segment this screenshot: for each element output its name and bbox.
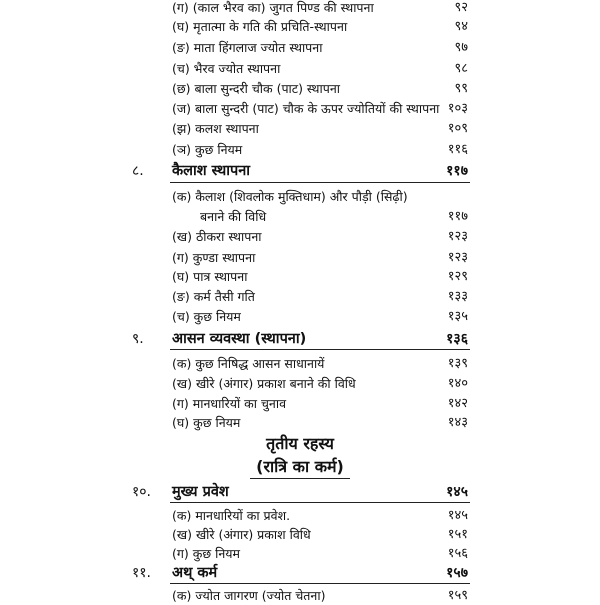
chapter-title: अथ् कर्म	[172, 565, 218, 581]
section-subtitle	[0, 457, 600, 479]
chapter-underline	[170, 502, 470, 503]
toc-row	[0, 354, 600, 373]
toc-entry-page: ११७	[446, 163, 468, 179]
toc-entry-page: १३५	[447, 309, 468, 324]
chapter-number: ११.	[132, 565, 152, 581]
chapter-title: आसन व्यवस्था (स्थापना)	[172, 331, 307, 347]
toc-row	[0, 248, 600, 267]
toc-entry-text: (क) मानधारियों का प्रवेश.	[172, 508, 291, 523]
toc-row	[0, 79, 600, 98]
toc-entry-text: (च) भैरव ज्योत स्थापना	[172, 61, 281, 76]
toc-row	[0, 413, 600, 432]
toc-row	[0, 267, 600, 286]
toc-entry-page: १०३	[447, 101, 468, 116]
toc-entry-text: (झ) कलश स्थापना	[172, 121, 259, 136]
toc-row	[0, 544, 600, 563]
toc-entry-text: (ङ) माता हिंगलाज ज्योत स्थापना	[172, 40, 323, 55]
toc-entry-text: (ग) (काल भैरव का) जुगत पिण्ड की स्थापना	[172, 0, 374, 15]
toc-entry-page: १४०	[447, 376, 468, 391]
toc-entry-page: १४५	[447, 508, 468, 523]
toc-entry-text: (ख) खीरे (अंगार) प्रकाश विधि	[172, 527, 311, 542]
chapter-underline	[170, 182, 470, 183]
section-subtitle-text: (रात्रि का कर्म)	[250, 457, 350, 479]
toc-row	[0, 99, 600, 118]
toc-entry-text: (ङ) कर्म तैसी गति	[172, 289, 255, 304]
chapter-underline	[170, 349, 470, 350]
toc-entry-page: १२९	[447, 269, 468, 284]
toc-entry-page: १५६	[447, 546, 468, 561]
toc-entry-text: (ज) बाला सुन्दरी (पाट) चौक के ऊपर ज्योतियों की स्थापना	[172, 101, 440, 116]
toc-entry-page: १२३	[447, 229, 468, 244]
toc-entry-text: (ग) कुछ नियम	[172, 546, 241, 561]
toc-entry-page: १५१	[447, 527, 468, 542]
toc-row	[0, 586, 600, 605]
chapter-title: मुख्य प्रवेश	[172, 484, 229, 500]
toc-entry-page: १४३	[447, 415, 468, 430]
toc-chapter-row	[0, 162, 600, 181]
toc-entry-page: १४२	[447, 396, 468, 411]
toc-entry-text: (क) कुछ निषिद्ध आसन साधानायें	[172, 356, 325, 371]
toc-chapter-row	[0, 483, 600, 502]
toc-entry-page: ९७	[454, 40, 468, 55]
toc-row	[0, 506, 600, 525]
section-title-text: तृतीय रहस्य	[266, 434, 334, 453]
toc-entry-page: १४५	[446, 484, 468, 500]
chapter-number: १०.	[132, 484, 152, 500]
toc-row	[0, 394, 600, 413]
chapter-number: ९.	[132, 331, 144, 347]
toc-entry-text: (घ) मृतात्मा के गति की प्रचिति-स्थापना	[172, 19, 348, 34]
toc-entry-page: १३९	[447, 356, 468, 371]
toc-chapter-row	[0, 564, 600, 583]
toc-row	[0, 307, 600, 326]
toc-entry-page: १५९	[447, 588, 468, 603]
toc-entry-text: (ग) कुण्डा स्थापना	[172, 250, 256, 265]
chapter-underline	[170, 583, 470, 584]
toc-row	[0, 59, 600, 78]
toc-row	[0, 287, 600, 306]
toc-entry-text: (ख) खीरे (अंगार) प्रकाश बनाने की विधि	[172, 376, 356, 391]
toc-entry-page: ९९	[454, 81, 468, 96]
toc-entry-text: (छ) बाला सुन्दरी चौक (पाट) स्थापना	[172, 81, 341, 96]
toc-chapter-row	[0, 330, 600, 349]
section-title	[0, 434, 600, 454]
toc-row	[0, 207, 600, 226]
toc-entry-text: (घ) पात्र स्थापना	[172, 269, 248, 284]
toc-entry-text: (ग) मानधारियों का चुनाव	[172, 396, 287, 411]
toc-entry-page: १५७	[446, 565, 468, 581]
toc-row	[0, 38, 600, 57]
toc-row	[0, 17, 600, 36]
toc-entry-text: (ख) ठीकरा स्थापना	[172, 229, 262, 244]
chapter-number: ८.	[132, 163, 144, 179]
toc-entry-page: १३३	[447, 289, 468, 304]
toc-row	[0, 525, 600, 544]
toc-entry-page: ११६	[447, 142, 468, 157]
toc-row	[0, 119, 600, 138]
toc-entry-text: (क) कैलाश (शिवलोक मुक्तिधाम) और पौड़ी (सिढ़ी)	[172, 189, 408, 204]
toc-entry-text: बनाने की विधि	[200, 209, 267, 224]
toc-row	[0, 0, 600, 17]
chapter-title: कैलाश स्थापना	[172, 163, 251, 179]
toc-row	[0, 227, 600, 246]
toc-entry-page: ११७	[447, 209, 468, 224]
toc-entry-page: ९८	[454, 61, 468, 76]
toc-entry-text: (घ) कुछ नियम	[172, 415, 241, 430]
toc-row	[0, 374, 600, 393]
toc-entry-text: (ञ) कुछ नियम	[172, 142, 243, 157]
toc-entry-page: १०९	[447, 121, 468, 136]
toc-entry-text: (क) ज्योत जागरण (ज्योत चेतना)	[172, 588, 326, 603]
toc-entry-page: १२३	[447, 250, 468, 265]
toc-entry-text: (च) कुछ नियम	[172, 309, 241, 324]
toc-entry-page: ९२	[454, 0, 468, 15]
toc-row	[0, 140, 600, 159]
toc-entry-page: १३६	[446, 331, 468, 347]
toc-row	[0, 187, 600, 206]
toc-entry-page: ९४	[454, 19, 468, 34]
